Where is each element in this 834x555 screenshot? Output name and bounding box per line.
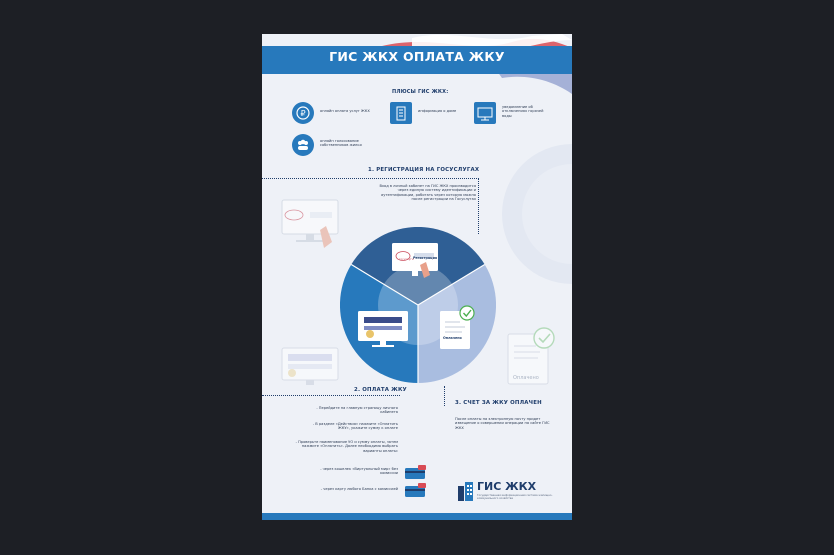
step2-bullet: - Перейдите на главную страницу личного кабинета: [316, 406, 398, 415]
step2-dotted-line: [262, 395, 400, 396]
step2-bullet: - Проверьте наименование УО и сумму оплаты, затем нажмите «Оплатить». Далее необходимо выбрать варианты оплаты:: [295, 440, 398, 453]
logo-name: ГИС ЖКХ: [477, 480, 537, 493]
building-icon: [390, 102, 412, 124]
wheel-registration-label: Регистрация: [413, 256, 438, 260]
svg-text:₽: ₽: [300, 109, 306, 118]
infographic-poster: [262, 34, 572, 520]
benefit-label: онлайн оплата услуг ЖКХ: [320, 109, 370, 113]
wheel-paid-label: Оплачено: [443, 336, 462, 340]
page-title: ГИС ЖКХ ОПЛАТА ЖКУ: [329, 49, 505, 64]
payment-option-wallet: - через кошелек «Виртуальный мир» без комиссии: [320, 467, 398, 476]
benefits-heading: ПЛЮСЫ ГИС ЖКХ:: [392, 89, 449, 95]
bank-card-icons: [404, 464, 428, 500]
wheel-gos-label: госуслуги: [399, 257, 414, 261]
gis-logo-icon: [457, 480, 475, 502]
step3-title: 3. СЧЕТ ЗА ЖКУ ОПЛАЧЕН: [455, 400, 542, 406]
step1-title: 1. РЕГИСТРАЦИЯ НА ГОСУСЛУГАХ: [368, 167, 480, 173]
step3-dotted-line: [444, 386, 445, 406]
benefit-label: информация о доме: [418, 109, 457, 113]
step2-title: 2. ОПЛАТА ЖКУ: [354, 387, 407, 393]
ruble-icon: [292, 102, 314, 124]
step3-description: После оплаты на электронную почту придет извещение о совершении операции на сайте ГИС ЖКХ: [455, 417, 550, 430]
footer-bar: [262, 513, 572, 520]
faded-registration-computer: [280, 196, 342, 256]
logo-subtitle: Государственная информационная система жилищно-коммунального хозяйства: [477, 494, 553, 501]
faded-payment-computer: [280, 346, 342, 390]
people-icon: [292, 134, 314, 156]
payment-option-card: - через карту любого Банка с комиссией: [320, 487, 398, 491]
faded-paid-label: Оплачено: [513, 375, 539, 381]
benefit-label: уведомление об отключениях горячей воды: [502, 105, 544, 118]
benefit-label: онлайн голосование собственников жилья: [320, 139, 362, 148]
monitor-icon: [474, 102, 496, 124]
process-wheel: [340, 227, 496, 383]
step2-bullet: - В разделе «Действия» нажмите «Оплатить ЖКУ», укажите сумму к оплате: [312, 422, 398, 431]
step1-description: Вход в личный кабинет на ГИС ЖКХ производится через единую систему идентификации и аутентификации, работать через которую можно после регистрации на Госуслугах: [379, 184, 476, 202]
